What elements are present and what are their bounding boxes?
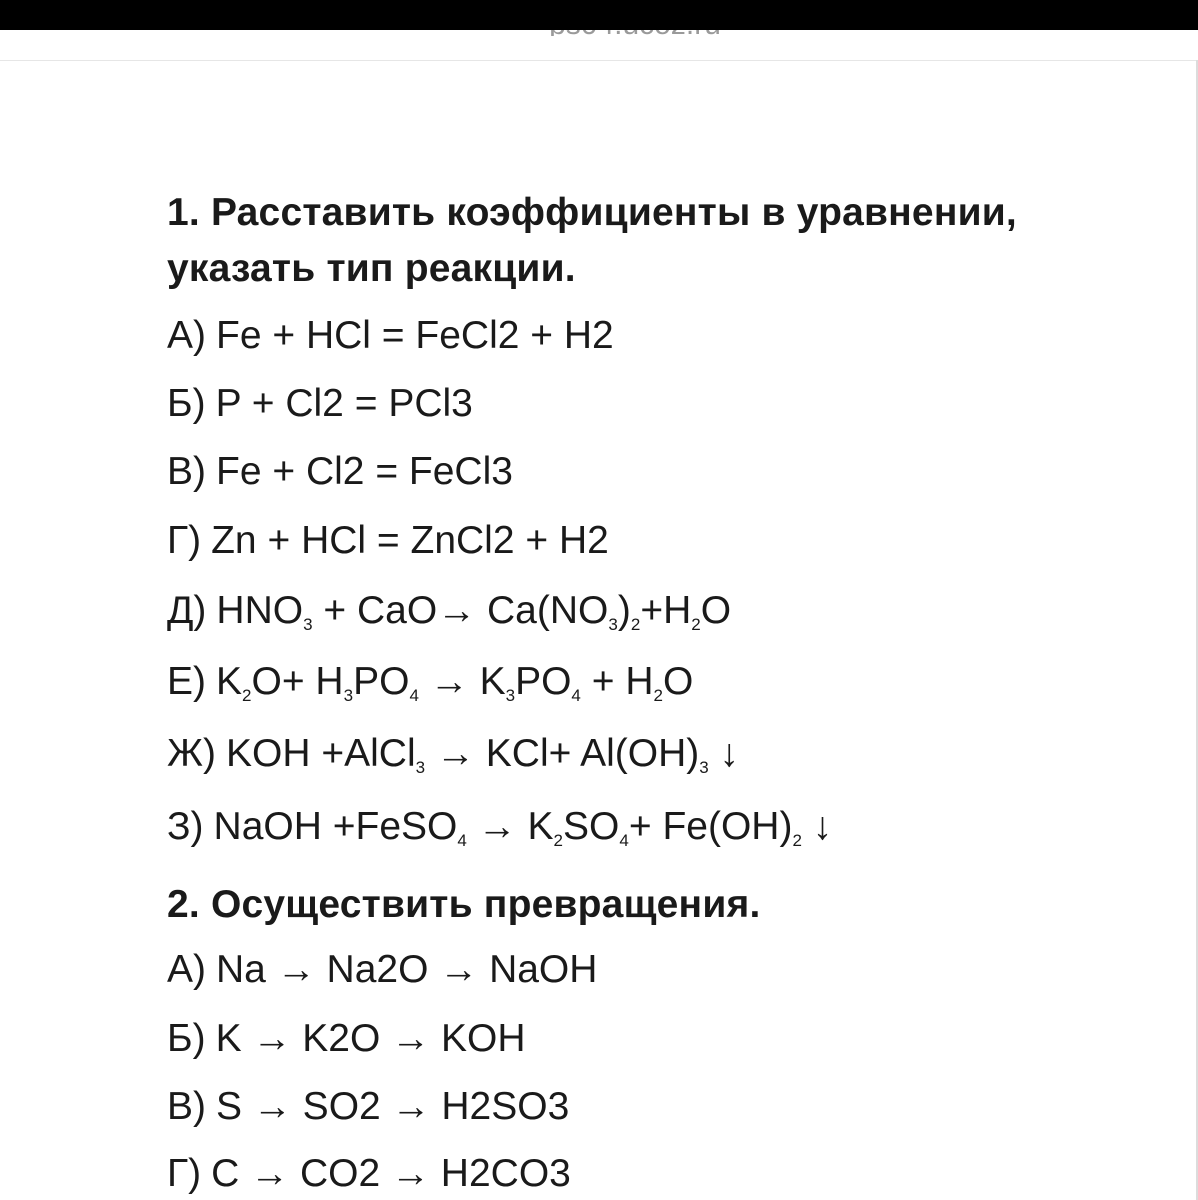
chain-g (167, 1150, 571, 1198)
equation-text: KOH +AlCl$_3$ → $KCl+ Al(OH)_3$ ↓ (226, 732, 740, 777)
task1-heading-line1: 1. Расставить коэффициенты в уравнении, (167, 191, 1017, 234)
equation-text: NaOH +FeSO$_4$ → $K_2SO_4+ Fe(OH)_2$ ↓ (213, 805, 833, 850)
equation-text: Fe + Cl2 = FeCl3 (216, 450, 513, 493)
equation-label: А) (167, 314, 206, 357)
equation-label: В) (167, 450, 206, 493)
equation-text: $K_2O+ H_3PO_4 \to K_3PO_4 + H_2O$ (216, 660, 694, 705)
equation-label: Б) (167, 382, 206, 425)
header-divider (0, 60, 1198, 61)
chain-v (167, 1083, 569, 1131)
equation-b (167, 380, 473, 428)
chain-text: Na → Na2O → NaOH (216, 948, 598, 991)
equation-g (167, 517, 609, 565)
equation-text: P + Cl2 = PCl3 (215, 382, 473, 425)
chain-a (167, 946, 597, 994)
chain-b (167, 1015, 526, 1063)
equation-label: Г) (167, 519, 202, 562)
task1-heading-line2: указать тип реакции. (167, 247, 576, 290)
equation-z (167, 803, 832, 851)
equation-e (167, 658, 693, 706)
chain-text: C → CO2 → H2CO3 (211, 1152, 571, 1195)
equation-text: Zn + HCl = ZnCl2 + H2 (211, 519, 609, 562)
equation-d (167, 587, 731, 635)
equation-a (167, 312, 614, 360)
equation-text: Fe + HCl = FeCl2 + H2 (216, 314, 614, 357)
equation-zh (167, 730, 739, 778)
equation-label: Ж) (167, 732, 216, 775)
equation-label: Е) (167, 660, 206, 703)
chain-label: Б) (167, 1017, 206, 1060)
chain-label: А) (167, 948, 206, 991)
equation-text: $HNO_3 + CaO\to Ca(NO_3)_2+H_2O$ (216, 589, 732, 634)
chain-text: S → SO2 → H2SO3 (216, 1085, 570, 1128)
top-bar-mask (0, 0, 1198, 30)
equation-label: Д) (167, 589, 207, 632)
chain-label: В) (167, 1085, 206, 1128)
task2-heading: 2. Осуществить превращения. (167, 883, 761, 926)
equation-v (167, 448, 513, 496)
chain-text: K → K2O → KOH (215, 1017, 526, 1060)
equation-label: З) (167, 805, 204, 848)
chain-label: Г) (167, 1152, 202, 1195)
